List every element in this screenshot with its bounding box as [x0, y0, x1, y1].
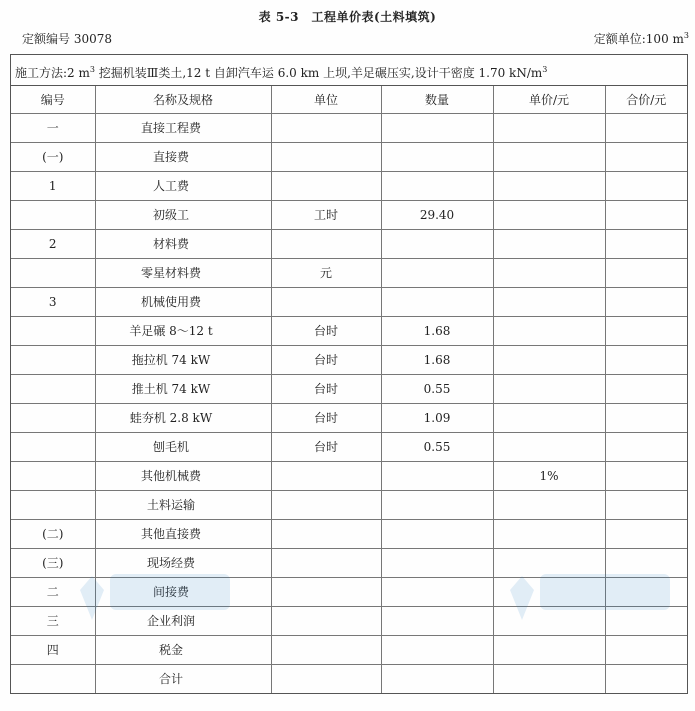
table-row	[11, 345, 687, 374]
table-body	[11, 113, 687, 693]
row-name: 机械使用费	[95, 287, 271, 316]
row-price	[493, 345, 605, 374]
row-total	[605, 432, 687, 461]
row-name: 间接费	[95, 577, 271, 606]
row-no	[11, 374, 95, 403]
row-unit	[271, 519, 381, 548]
header-row	[11, 86, 687, 113]
row-no	[11, 432, 95, 461]
row-price	[493, 548, 605, 577]
row-qty	[381, 258, 493, 287]
row-unit: 元	[271, 258, 381, 287]
header-name: 名称及规格	[95, 86, 271, 113]
row-total	[605, 113, 687, 142]
row-price	[493, 403, 605, 432]
row-total	[605, 635, 687, 664]
row-total	[605, 229, 687, 258]
row-price	[493, 664, 605, 693]
cost-table	[11, 86, 687, 693]
row-price	[493, 490, 605, 519]
row-qty	[381, 287, 493, 316]
row-qty: 1.09	[381, 403, 493, 432]
row-no	[11, 200, 95, 229]
table-row	[11, 258, 687, 287]
row-no	[11, 316, 95, 345]
row-price: 1%	[493, 461, 605, 490]
row-name: 推土机 74 kW	[95, 374, 271, 403]
table-row	[11, 461, 687, 490]
table-row	[11, 142, 687, 171]
row-no	[11, 345, 95, 374]
row-qty	[381, 606, 493, 635]
table-row	[11, 403, 687, 432]
row-total	[605, 316, 687, 345]
row-total	[605, 142, 687, 171]
row-unit: 台时	[271, 432, 381, 461]
row-no: 三	[11, 606, 95, 635]
row-qty	[381, 664, 493, 693]
row-no	[11, 664, 95, 693]
row-name: 其他机械费	[95, 461, 271, 490]
row-price	[493, 432, 605, 461]
row-unit: 台时	[271, 345, 381, 374]
table-row	[11, 606, 687, 635]
table-row	[11, 635, 687, 664]
row-qty	[381, 461, 493, 490]
quota-unit-text: 定额单位:100 m	[593, 32, 684, 46]
row-name: 其他直接费	[95, 519, 271, 548]
row-no: 3	[11, 287, 95, 316]
table-row	[11, 316, 687, 345]
row-price	[493, 258, 605, 287]
row-unit	[271, 635, 381, 664]
row-total	[605, 548, 687, 577]
row-total	[605, 287, 687, 316]
row-qty	[381, 171, 493, 200]
row-name: 羊足碾 8～12 t	[95, 316, 271, 345]
table-row	[11, 490, 687, 519]
row-total	[605, 577, 687, 606]
row-unit	[271, 490, 381, 519]
row-total	[605, 606, 687, 635]
row-price	[493, 606, 605, 635]
table-row	[11, 171, 687, 200]
row-qty	[381, 142, 493, 171]
row-no	[11, 461, 95, 490]
quota-code: 定额编号 30078	[22, 32, 112, 46]
row-unit: 台时	[271, 316, 381, 345]
row-total	[605, 403, 687, 432]
row-name: 蛙夯机 2.8 kW	[95, 403, 271, 432]
method-sup-2: 3	[542, 65, 548, 74]
row-unit	[271, 548, 381, 577]
row-no	[11, 258, 95, 287]
row-price	[493, 229, 605, 258]
row-unit: 工时	[271, 200, 381, 229]
row-name: 土料运输	[95, 490, 271, 519]
row-qty	[381, 113, 493, 142]
table-row	[11, 432, 687, 461]
row-total	[605, 345, 687, 374]
header-no: 编号	[11, 86, 95, 113]
header-unit: 单位	[271, 86, 381, 113]
row-qty	[381, 490, 493, 519]
row-unit	[271, 606, 381, 635]
row-qty: 0.55	[381, 432, 493, 461]
row-unit	[271, 113, 381, 142]
row-price	[493, 200, 605, 229]
row-no: 四	[11, 635, 95, 664]
unit-price-table	[10, 54, 688, 694]
row-name: 现场经费	[95, 548, 271, 577]
row-qty: 0.55	[381, 374, 493, 403]
table-row	[11, 287, 687, 316]
row-name: 税金	[95, 635, 271, 664]
row-no: (三)	[11, 548, 95, 577]
row-total	[605, 664, 687, 693]
row-name: 零星材料费	[95, 258, 271, 287]
row-no: 1	[11, 171, 95, 200]
row-no: 2	[11, 229, 95, 258]
row-unit: 台时	[271, 374, 381, 403]
table-title: 表 5-3 工程单价表(土料填筑)	[258, 10, 437, 24]
row-total	[605, 200, 687, 229]
row-unit	[271, 461, 381, 490]
row-name: 刨毛机	[95, 432, 271, 461]
row-qty	[381, 229, 493, 258]
table-row	[11, 577, 687, 606]
row-unit	[271, 664, 381, 693]
row-name: 直接工程费	[95, 113, 271, 142]
row-price	[493, 287, 605, 316]
row-qty: 1.68	[381, 345, 493, 374]
row-price	[493, 171, 605, 200]
row-name: 材料费	[95, 229, 271, 258]
row-no: (二)	[11, 519, 95, 548]
row-name: 人工费	[95, 171, 271, 200]
row-price	[493, 519, 605, 548]
row-unit	[271, 171, 381, 200]
method-sup-1: 3	[89, 65, 95, 74]
row-total	[605, 490, 687, 519]
header-price: 单价/元	[493, 86, 605, 113]
row-qty	[381, 548, 493, 577]
row-unit	[271, 142, 381, 171]
row-qty	[381, 577, 493, 606]
row-price	[493, 577, 605, 606]
row-total	[605, 171, 687, 200]
table-row	[11, 200, 687, 229]
row-total	[605, 374, 687, 403]
row-unit	[271, 287, 381, 316]
row-no	[11, 490, 95, 519]
quota-unit	[594, 30, 689, 47]
row-no: (一)	[11, 142, 95, 171]
row-name: 企业利润	[95, 606, 271, 635]
header-qty: 数量	[381, 86, 493, 113]
row-no: 二	[11, 577, 95, 606]
row-qty	[381, 519, 493, 548]
row-name: 合计	[95, 664, 271, 693]
construction-method	[11, 55, 687, 86]
method-text-1: 施工方法:2 m	[15, 66, 90, 80]
table-row	[11, 113, 687, 142]
row-price	[493, 142, 605, 171]
row-price	[493, 374, 605, 403]
row-total	[605, 461, 687, 490]
row-name: 拖拉机 74 kW	[95, 345, 271, 374]
row-total	[605, 258, 687, 287]
row-no: 一	[11, 113, 95, 142]
row-no	[11, 403, 95, 432]
quota-unit-sup: 3	[683, 31, 689, 40]
row-name: 初级工	[95, 200, 271, 229]
row-name: 直接费	[95, 142, 271, 171]
table-row	[11, 374, 687, 403]
method-text-2: 挖掘机装Ⅲ类土,12 t 自卸汽车运 6.0 km 上坝,羊足碾压实,设计干密度 1.70 kN/m	[94, 66, 543, 80]
row-qty: 1.68	[381, 316, 493, 345]
table-row	[11, 519, 687, 548]
header-total: 合价/元	[605, 86, 687, 113]
table-row	[11, 229, 687, 258]
row-qty	[381, 635, 493, 664]
row-price	[493, 635, 605, 664]
row-unit	[271, 229, 381, 258]
row-unit: 台时	[271, 403, 381, 432]
row-qty: 29.40	[381, 200, 493, 229]
row-total	[605, 519, 687, 548]
table-row	[11, 548, 687, 577]
row-price	[493, 316, 605, 345]
row-unit	[271, 577, 381, 606]
row-price	[493, 113, 605, 142]
table-row	[11, 664, 687, 693]
